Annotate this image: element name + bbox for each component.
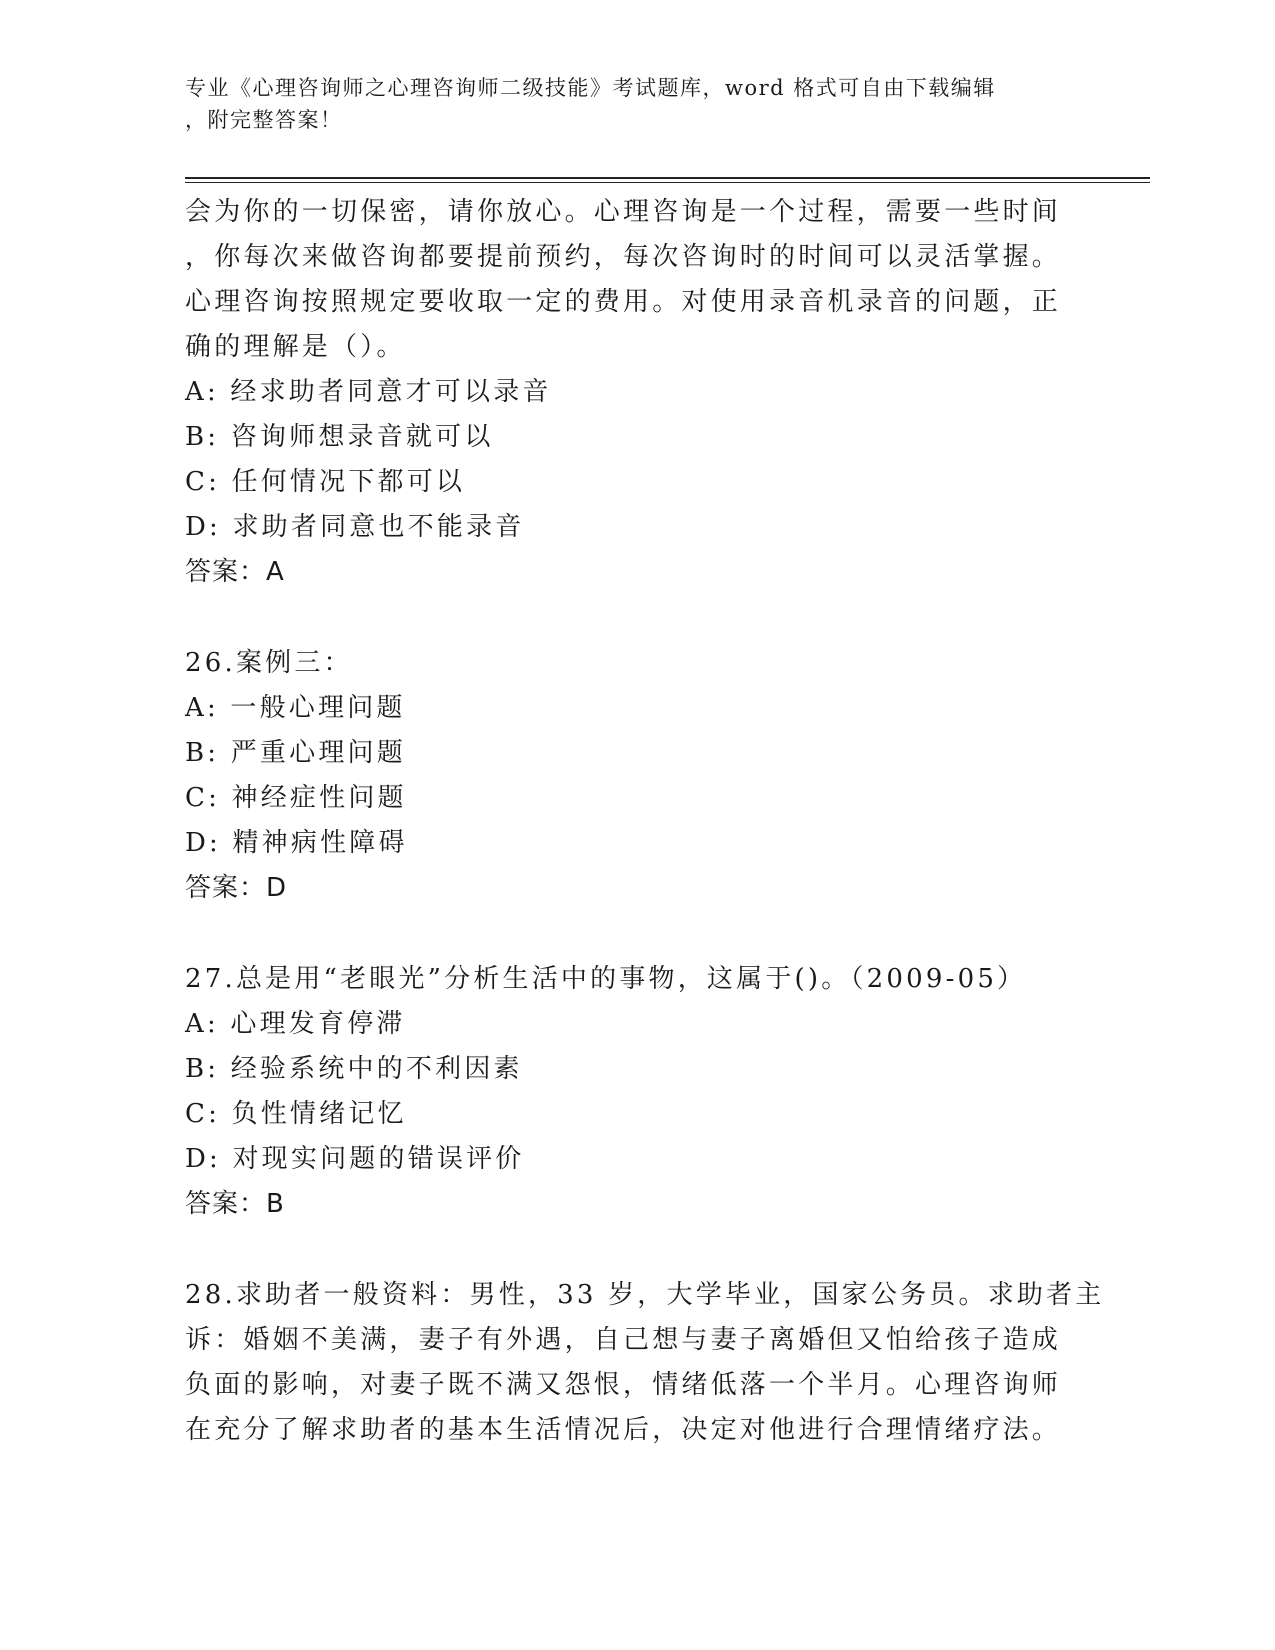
option-c: C: 神经症性问题 bbox=[185, 783, 407, 813]
question-26 bbox=[185, 641, 1105, 911]
question-25 bbox=[185, 190, 1105, 595]
option-c: C: 任何情况下都可以 bbox=[185, 467, 466, 497]
option-b: B: 严重心理问题 bbox=[185, 738, 406, 768]
answer-line: 答案：B bbox=[185, 1189, 285, 1219]
question-27 bbox=[185, 957, 1105, 1227]
question-stem-line: 27.总是用“老眼光”分析生活中的事物，这属于()。（2009-05） bbox=[185, 964, 1027, 994]
option-a: A: 一般心理问题 bbox=[185, 693, 406, 723]
question-28 bbox=[185, 1273, 1105, 1453]
question-stem-line: 负面的影响，对妻子既不满又怨恨，情绪低落一个半月。心理咨询师 bbox=[185, 1370, 1062, 1400]
spacer bbox=[185, 595, 1105, 641]
question-stem-line: 26.案例三： bbox=[185, 648, 353, 678]
spacer bbox=[185, 911, 1105, 957]
question-stem-line: 在充分了解求助者的基本生活情况后，决定对他进行合理情绪疗法。 bbox=[185, 1415, 1062, 1445]
header-divider-thin bbox=[185, 182, 1150, 183]
question-stem-line: ，你每次来做咨询都要提前预约，每次咨询时的时间可以灵活掌握。 bbox=[185, 242, 1062, 272]
document-header bbox=[185, 72, 1085, 136]
option-d: D: 精神病性障碍 bbox=[185, 828, 408, 858]
header-title-line-1: 专业《心理咨询师之心理咨询师二级技能》考试题库，word 格式可自由下载编辑 bbox=[185, 76, 996, 100]
document-body bbox=[185, 190, 1105, 1453]
option-a: A: 经求助者同意才可以录音 bbox=[185, 377, 552, 407]
answer-line: 答案：D bbox=[185, 873, 288, 903]
header-divider-thick bbox=[185, 177, 1150, 179]
spacer bbox=[185, 1227, 1105, 1273]
answer-line: 答案：A bbox=[185, 557, 285, 587]
question-stem-line: 28.求助者一般资料：男性，33 岁，大学毕业，国家公务员。求助者主 bbox=[185, 1280, 1105, 1310]
option-b: B: 经验系统中的不利因素 bbox=[185, 1054, 523, 1084]
question-stem-line: 确的理解是（）。 bbox=[185, 332, 406, 362]
option-d: D: 对现实问题的错误评价 bbox=[185, 1144, 525, 1174]
question-stem-line: 诉：婚姻不美满，妻子有外遇，自己想与妻子离婚但又怕给孩子造成 bbox=[185, 1325, 1062, 1355]
option-c: C: 负性情绪记忆 bbox=[185, 1099, 407, 1129]
option-d: D: 求助者同意也不能录音 bbox=[185, 512, 525, 542]
option-a: A: 心理发育停滞 bbox=[185, 1009, 406, 1039]
option-b: B: 咨询师想录音就可以 bbox=[185, 422, 494, 452]
header-title-line-2: ，附完整答案！ bbox=[185, 108, 343, 132]
question-stem-line: 心理咨询按照规定要收取一定的费用。对使用录音机录音的问题，正 bbox=[185, 287, 1062, 317]
question-stem-line: 会为你的一切保密，请你放心。心理咨询是一个过程，需要一些时间 bbox=[185, 197, 1062, 227]
